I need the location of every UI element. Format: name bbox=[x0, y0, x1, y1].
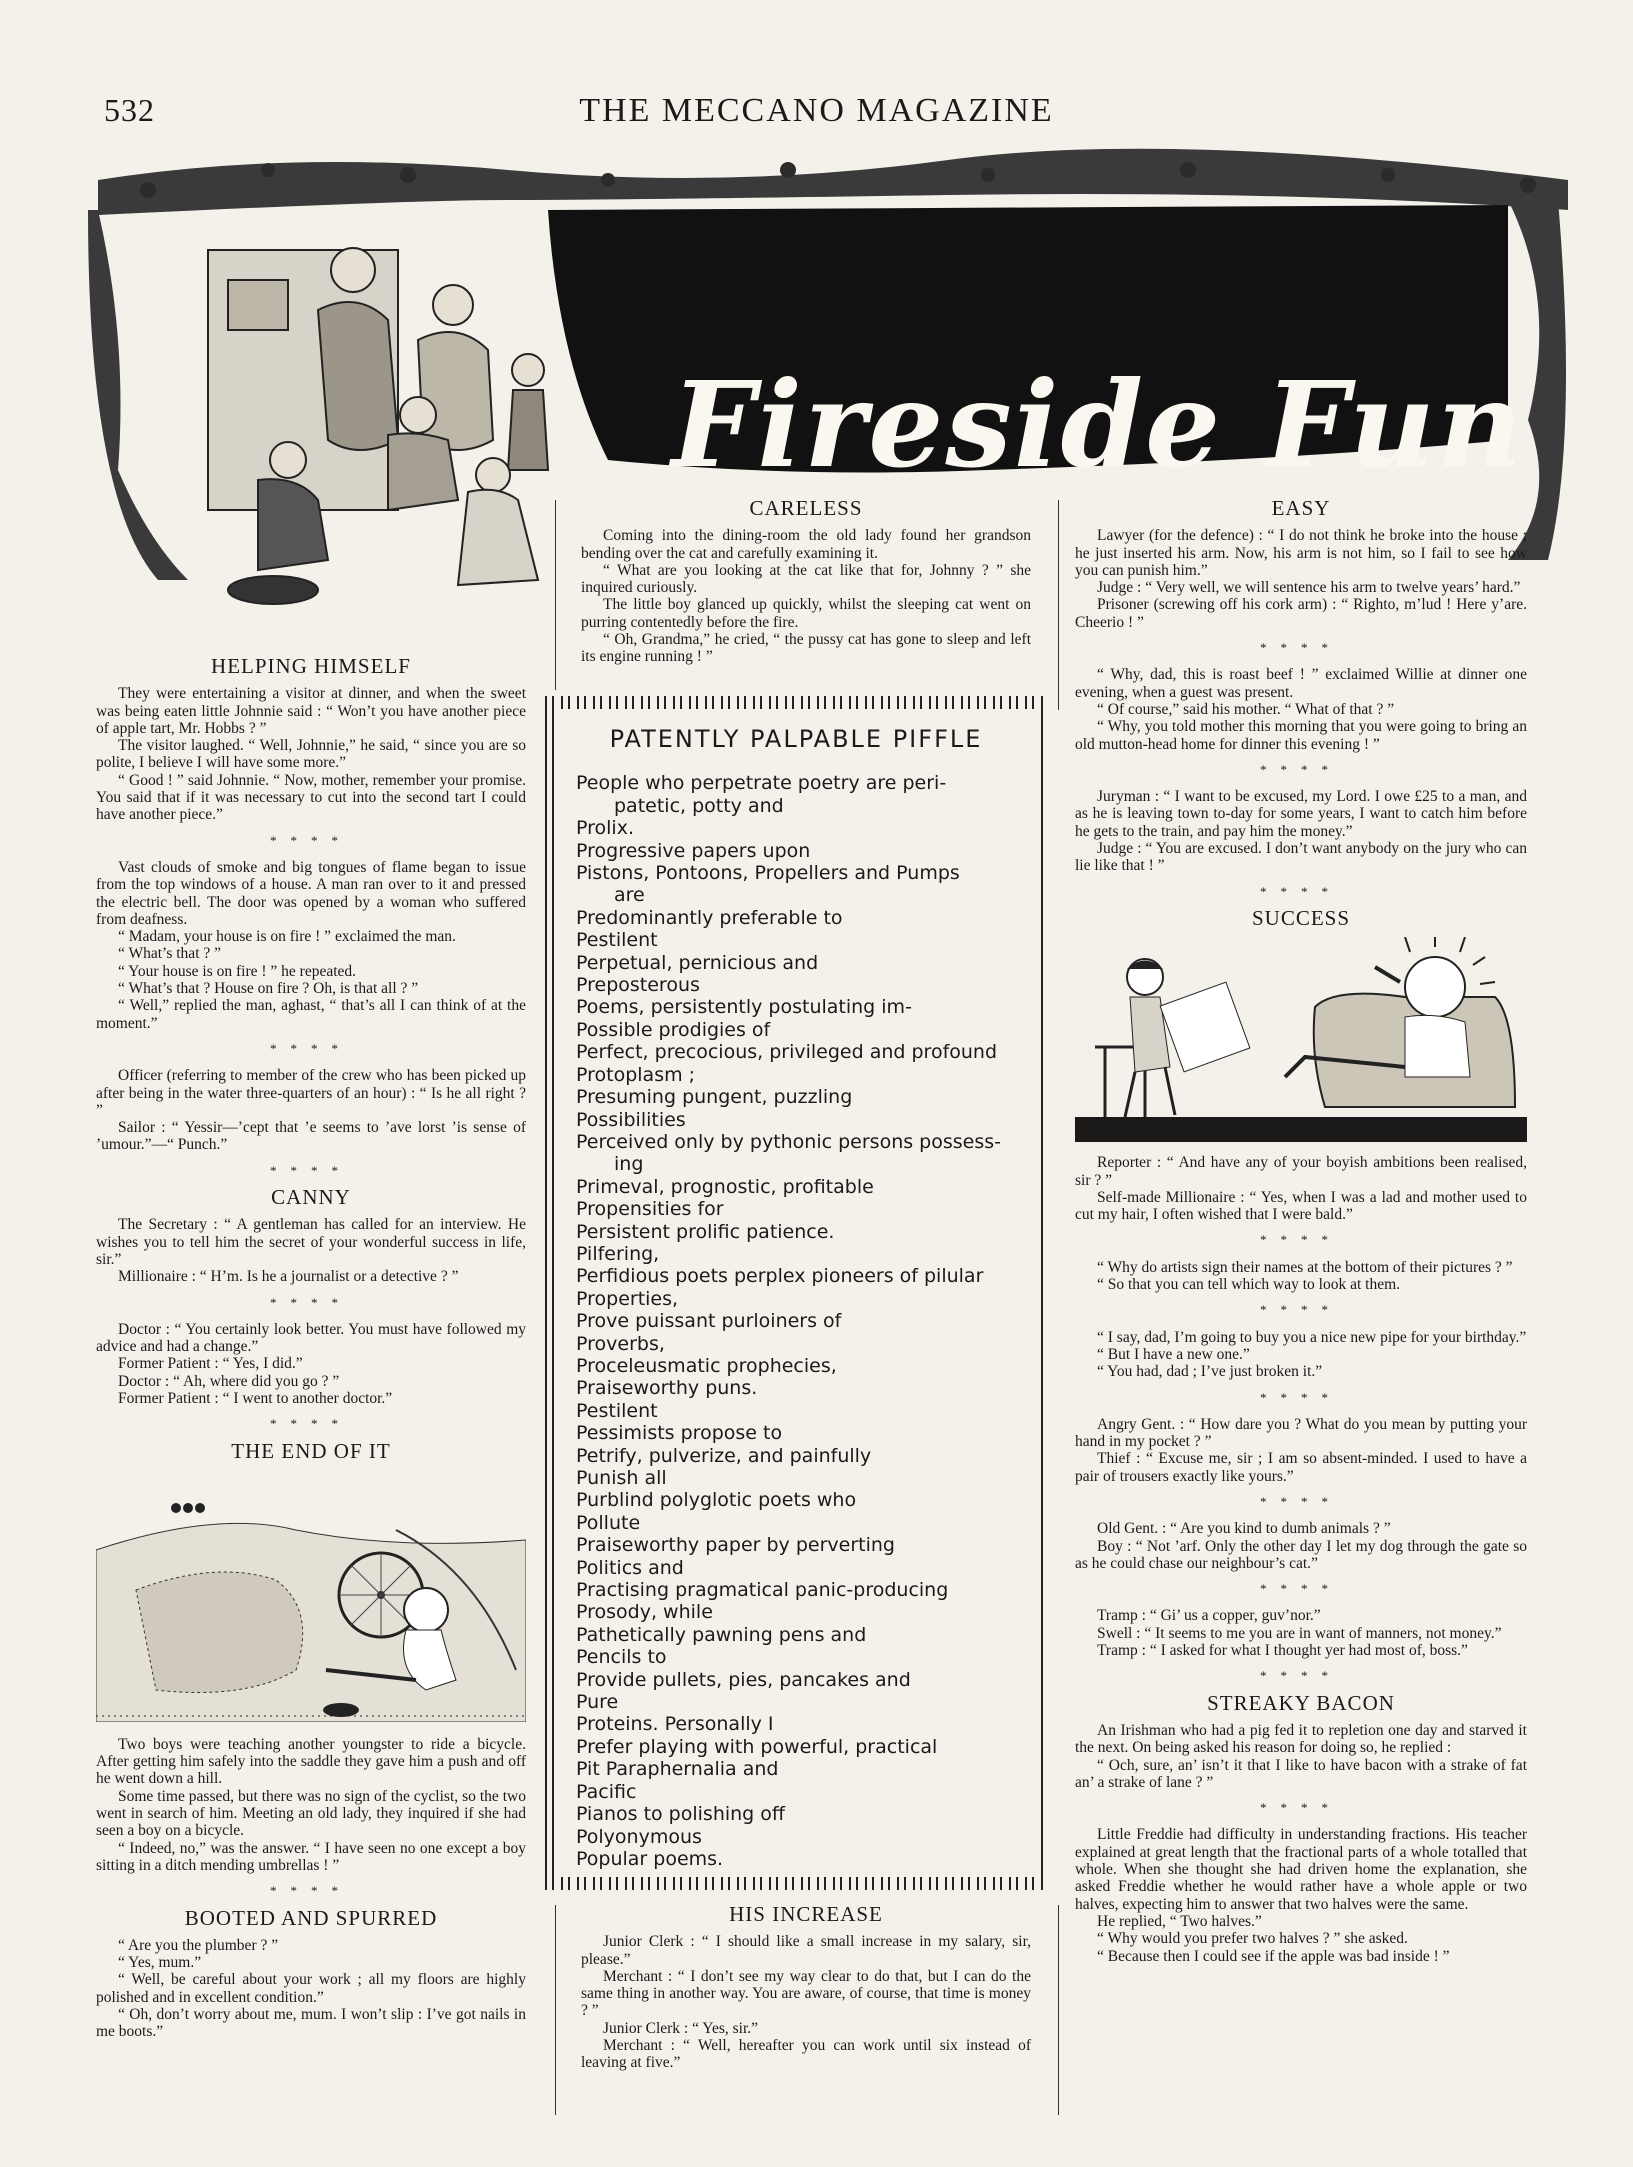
poem-line: Prolix. bbox=[576, 817, 634, 840]
paragraph: Vast clouds of smoke and big tongues of flame began to issue from the top windows of a house. A man ran over to it and pressed the electric bell. The door was opened by a woman who suffered from deafness. bbox=[96, 858, 526, 928]
paragraph: “ Indeed, no,” was the answer. “ I have seen no one except a boy sitting in a ditch mending umbrellas ! ” bbox=[96, 1839, 526, 1874]
poem-line: Proteins. Personally I bbox=[576, 1713, 774, 1736]
his-increase-heading: HIS INCREASE bbox=[729, 1902, 883, 1926]
paragraph: “ Good ! ” said Johnnie. “ Now, mother, remember your promise. You said that if it was necessary to cut into the second tart I could have another piece.” bbox=[96, 771, 526, 824]
poem-line: Protoplasm ; bbox=[576, 1063, 696, 1086]
paragraph: Little Freddie had difficulty in understanding fractions. His teacher explained at great length that the fractional parts of a whole totalled that whole. When she thought she had driven home the explanation, she asked Freddie whether he would rather have a whole apple or two halves, expecting him to answer that two halves were the same. bbox=[1075, 1826, 1527, 1913]
poem-line: Polyonymous bbox=[576, 1825, 702, 1848]
separator-stars: **** bbox=[1260, 1389, 1342, 1405]
piffle-poem bbox=[576, 725, 1016, 1870]
poem-line: Pencils to bbox=[576, 1646, 667, 1669]
poem-line: Provide pullets, pies, pancakes and bbox=[576, 1668, 911, 1691]
left-column bbox=[96, 650, 526, 2041]
paragraph: Reporter : “ And have any of your boyish ambitions been realised, sir ? ” bbox=[1075, 1154, 1527, 1189]
column-rule bbox=[1058, 500, 1059, 710]
paragraph: Old Gent. : “ Are you kind to dumb animals ? ” bbox=[1097, 1520, 1391, 1538]
paragraph: “ Why, you told mother this morning that you were going to bring an old mutton-head home for dinner this evening ! ” bbox=[1075, 718, 1527, 753]
separator-stars: **** bbox=[270, 832, 352, 848]
paragraph: “ Madam, your house is on fire ! ” exclaimed the man. bbox=[118, 928, 456, 946]
paragraph: Millionaire : “ H’m. Is he a journalist or a detective ? ” bbox=[118, 1268, 459, 1286]
separator-stars: **** bbox=[270, 1883, 352, 1899]
paragraph: “ You had, dad ; I’ve just broken it.” bbox=[1097, 1363, 1323, 1381]
poem-line: Proverbs, bbox=[576, 1332, 665, 1355]
poem-line: Poems, persistently postulating im- bbox=[576, 996, 912, 1019]
paragraph: “ Are you the plumber ? ” bbox=[118, 1936, 279, 1954]
poem-line: Preposterous bbox=[576, 974, 700, 997]
paragraph: Angry Gent. : “ How dare you ? What do you mean by putting your hand in my pocket ? ” bbox=[1075, 1415, 1527, 1451]
poem-line: Pollute bbox=[576, 1511, 641, 1534]
poem-line: Proceleusmatic prophecies, bbox=[576, 1354, 837, 1377]
poem-line: Pacific bbox=[576, 1780, 637, 1803]
paragraph: Thief : “ Excuse me, sir ; I am so absent-minded. I used to have a pair of trousers exactly like yours.” bbox=[1075, 1450, 1527, 1485]
poem-line: People who perpetrate poetry are peri- bbox=[576, 772, 947, 795]
poem-line: ing bbox=[614, 1153, 644, 1176]
middle-column-top bbox=[581, 496, 1031, 666]
middle-column-bottom bbox=[581, 1898, 1031, 2072]
column-rule bbox=[1058, 1905, 1059, 2115]
separator-stars: **** bbox=[1260, 1232, 1342, 1248]
separator-stars: **** bbox=[270, 1416, 352, 1432]
paragraph: Judge : “ Very well, we will sentence his arm to twelve years’ hard.” bbox=[1097, 579, 1521, 597]
poem-line: Prosody, while bbox=[576, 1601, 713, 1624]
paragraph: “ Why would you prefer two halves ? ” she asked. bbox=[1097, 1930, 1408, 1948]
poem-line: Perfect, precocious, privileged and profound bbox=[576, 1041, 998, 1064]
paragraph: They were entertaining a visitor at dinner, and when the sweet was being eaten little Johnnie said : “ Won’t you have another piece of apple tart, Mr. Hobbs ? ” bbox=[96, 685, 526, 737]
separator-stars: **** bbox=[270, 1294, 352, 1310]
poem-line: Pessimists propose to bbox=[576, 1422, 783, 1445]
page-number: 532 bbox=[104, 92, 155, 128]
masthead: THE MECCANO MAGAZINE bbox=[579, 92, 1054, 129]
paragraph: Tramp : “ I asked for what I thought yer had most of, boss.” bbox=[1097, 1642, 1468, 1660]
success-illustration bbox=[1075, 937, 1527, 1142]
bicycle-cartoon bbox=[96, 1470, 526, 1722]
poem-line: Praiseworthy puns. bbox=[576, 1377, 758, 1400]
paragraph: “ What’s that ? House on fire ? Oh, is that all ? ” bbox=[118, 980, 419, 998]
poem-line: Perfidious poets perplex pioneers of pilular bbox=[576, 1265, 984, 1288]
poem-line: Politics and bbox=[576, 1556, 684, 1579]
paragraph: “ Oh, don’t worry about me, mum. I won’t slip : I’ve got nails in me boots.” bbox=[96, 2006, 526, 2041]
poem-line: Primeval, prognostic, profitable bbox=[576, 1175, 874, 1198]
paragraph: “ Of course,” said his mother. “ What of that ? ” bbox=[1097, 700, 1395, 718]
paragraph: Former Patient : “ Yes, I did.” bbox=[118, 1355, 303, 1373]
paragraph: “ What’s that ? ” bbox=[118, 945, 222, 963]
family-scene bbox=[208, 248, 548, 604]
poem-line: Praiseworthy paper by perverting bbox=[576, 1534, 895, 1557]
separator-stars: **** bbox=[270, 1162, 352, 1178]
paragraph: An Irishman who had a pig fed it to repletion one day and starved it the next. On being asked his reason for doing so, he replied : bbox=[1075, 1721, 1527, 1757]
paragraph: Doctor : “ Ah, where did you go ? ” bbox=[118, 1372, 340, 1390]
paragraph: “ Because then I could see if the apple was bad inside ! ” bbox=[1097, 1947, 1450, 1965]
poem-line: Practising pragmatical panic-producing bbox=[576, 1579, 949, 1602]
paragraph: “ Well,” replied the man, aghast, “ that’s all I can think of at the moment.” bbox=[96, 997, 526, 1032]
poem-line: Punish all bbox=[576, 1467, 667, 1489]
banner-title: Fireside Fun bbox=[671, 355, 1525, 494]
poem-line: Prefer playing with powerful, practical bbox=[576, 1735, 938, 1758]
poem-line: Progressive papers upon bbox=[576, 839, 811, 862]
paragraph: Coming into the dining-room the old lady found her grandson bending over the cat and carefully examining it. bbox=[581, 527, 1031, 562]
paragraph: “ Your house is on fire ! ” he repeated. bbox=[118, 962, 357, 980]
poem-line: Perpetual, pernicious and bbox=[576, 951, 819, 974]
poem-line: are bbox=[614, 884, 645, 907]
separator-stars: **** bbox=[1260, 883, 1342, 899]
piffle-heading: PATENTLY PALPABLE PIFFLE bbox=[609, 725, 983, 753]
separator-stars: **** bbox=[1260, 640, 1342, 656]
separator-stars: **** bbox=[1260, 1302, 1342, 1318]
paragraph: “ Yes, mum.” bbox=[118, 1954, 202, 1972]
poem-line: Perceived only by pythonic persons possess- bbox=[576, 1130, 1002, 1153]
paragraph: Prisoner (screwing off his cork arm) : “ Righto, m’lud ! Here y’are. Cheerio ! ” bbox=[1075, 596, 1527, 631]
paragraph: Former Patient : “ I went to another doctor.” bbox=[118, 1389, 393, 1407]
poem-line: Pilfering, bbox=[576, 1242, 660, 1265]
success-heading: SUCCESS bbox=[1251, 905, 1351, 930]
paragraph: Self-made Millionaire : “ Yes, when I was a lad and mother used to cut my hair, I often wished that I were bald.” bbox=[1075, 1188, 1527, 1224]
end-of-it-heading: THE END OF IT bbox=[231, 1438, 391, 1463]
poem-line: Propensities for bbox=[576, 1198, 724, 1221]
paragraph: “ So that you can tell which way to look at them. bbox=[1097, 1276, 1401, 1294]
poem-line: Possible prodigies of bbox=[576, 1018, 771, 1041]
paragraph: “ Why do artists sign their names at the bottom of their pictures ? ” bbox=[1097, 1258, 1513, 1276]
paragraph: Two boys were teaching another youngster to ride a bicycle. After getting him safely into the saddle they gave him a push and off he went down a hill. bbox=[96, 1735, 526, 1788]
poem-line: patetic, potty and bbox=[614, 794, 784, 817]
poem-line: Prove puissant purloiners of bbox=[576, 1310, 842, 1333]
paragraph: “ But I have a new one.” bbox=[1097, 1345, 1250, 1363]
poem-line: Petrify, pulverize, and painfully bbox=[576, 1444, 872, 1467]
paragraph: Officer (referring to member of the crew who has been picked up after being in the water three-quarters of an hour) : “ Is he all right ? ” bbox=[96, 1067, 526, 1119]
paragraph: “ I say, dad, I’m going to buy you a nice new pipe for your birthday.” bbox=[1097, 1328, 1527, 1346]
paragraph: Boy : “ Not ’arf. Only the other day I let my dog through the gate so as he could chase our neighbour’s cat.” bbox=[1075, 1537, 1527, 1572]
paragraph: Junior Clerk : “ I should like a small increase in my salary, sir, please.” bbox=[581, 1933, 1031, 1968]
paragraph: He replied, “ Two halves.” bbox=[1097, 1912, 1262, 1930]
paragraph: “ Why, dad, this is roast beef ! ” exclaimed Willie at dinner one evening, when a guest was present. bbox=[1075, 666, 1527, 701]
paragraph: Doctor : “ You certainly look better. You must have followed my advice and had a change.” bbox=[96, 1320, 526, 1356]
success-cartoon bbox=[1075, 937, 1527, 1142]
poem-line: Pestilent bbox=[576, 1399, 658, 1422]
paragraph: Judge : “ You are excused. I don’t want anybody on the jury who can lie like that ! ” bbox=[1075, 840, 1527, 875]
paragraph: Sailor : “ Yessir—’cept that ’e seems to ’ave lorst ’is sense of ’umour.”—“ Punch.” bbox=[96, 1119, 526, 1154]
paragraph: “ Oh, Grandma,” he cried, “ the pussy cat has gone to sleep and left its engine running ! ” bbox=[581, 631, 1031, 666]
easy-heading: EASY bbox=[1271, 496, 1331, 520]
paragraph: The little boy glanced up quickly, whilst the sleeping cat went on purring contentedly before the fire. bbox=[581, 596, 1031, 631]
paragraph: Tramp : “ Gi’ us a copper, guv’nor.” bbox=[1097, 1607, 1321, 1625]
bicycle-illustration bbox=[96, 1470, 526, 1722]
canny-heading: CANNY bbox=[271, 1185, 351, 1210]
separator-stars: **** bbox=[1260, 761, 1342, 777]
paragraph: Merchant : “ Well, hereafter you can work until six instead of leaving at five.” bbox=[581, 2037, 1031, 2072]
separator-stars: **** bbox=[270, 1040, 352, 1056]
poem-line: Pestilent bbox=[576, 929, 658, 952]
poem-line: Persistent prolific patience. bbox=[576, 1220, 835, 1243]
paragraph: Some time passed, but there was no sign of the cyclist, so the two went in search of him. Meeting an old lady, they inquired if she had seen a boy on a bicycle. bbox=[96, 1787, 526, 1840]
paragraph: Merchant : “ I don’t see my way clear to do that, but I can do the same thing in another way. You are aware, of course, that time is money ? ” bbox=[581, 1967, 1031, 2020]
poem-line: Popular poems. bbox=[576, 1847, 724, 1870]
paragraph: “ Well, be careful about your work ; all my floors are highly polished and in excellent condition.” bbox=[96, 1971, 526, 2006]
poem-line: Properties, bbox=[576, 1287, 679, 1310]
poem-line: Pianos to polishing off bbox=[576, 1803, 785, 1826]
paragraph: The visitor laughed. “ Well, Johnnie,” he said, “ since you are so polite, I believe I will have some more.” bbox=[96, 737, 526, 772]
paragraph: “ Och, sure, an’ isn’t it that I like to have bacon with a strake of fat an’ a strake of lane ? ” bbox=[1075, 1756, 1527, 1791]
poem-line: Pure bbox=[576, 1691, 619, 1714]
column-rule bbox=[555, 500, 556, 690]
paragraph: Juryman : “ I want to be excused, my Lord. I owe £25 to a man, and as he is leaving town to-day for some years, I want to catch him before he gets to the train, and pay him the money.” bbox=[1075, 788, 1527, 840]
paragraph: The Secretary : “ A gentleman has called for an interview. He wishes you to tell him the secret of your wonderful success in life, sir.” bbox=[96, 1216, 526, 1268]
poem-line: Pit Paraphernalia and bbox=[576, 1758, 779, 1781]
paragraph: Junior Clerk : “ Yes, sir.” bbox=[603, 2019, 758, 2037]
separator-stars: **** bbox=[1260, 1581, 1342, 1597]
poem-line: Pathetically pawning pens and bbox=[576, 1623, 867, 1646]
right-column bbox=[1075, 496, 1527, 1965]
poem-line: Possibilities bbox=[576, 1108, 686, 1131]
separator-stars: **** bbox=[1260, 1493, 1342, 1509]
separator-stars: **** bbox=[1260, 1668, 1342, 1684]
paragraph: Swell : “ It seems to me you are in want of manners, not money.” bbox=[1097, 1624, 1502, 1642]
separator-stars: **** bbox=[1260, 1800, 1342, 1816]
streaky-bacon-heading: STREAKY BACON bbox=[1207, 1690, 1395, 1715]
booted-and-spurred-heading: BOOTED AND SPURRED bbox=[184, 1905, 438, 1930]
poem-line: Predominantly preferable to bbox=[576, 906, 843, 929]
paragraph: “ What are you looking at the cat like that for, Johnny ? ” she inquired curiously. bbox=[581, 561, 1031, 597]
column-rule bbox=[555, 1905, 556, 2115]
careless-heading: CARELESS bbox=[749, 496, 863, 520]
helping-himself-heading: HELPING HIMSELF bbox=[211, 654, 411, 678]
poem-line: Presuming pungent, puzzling bbox=[576, 1086, 853, 1109]
poem-line: Purblind polyglotic poets who bbox=[576, 1489, 857, 1512]
poem-line: Pistons, Pontoons, Propellers and Pumps bbox=[576, 862, 960, 885]
paragraph: Lawyer (for the defence) : “ I do not think he broke into the house ; he just inserted his arm. Now, his arm is not him, so I fail to see how you can punish him.” bbox=[1075, 527, 1527, 579]
